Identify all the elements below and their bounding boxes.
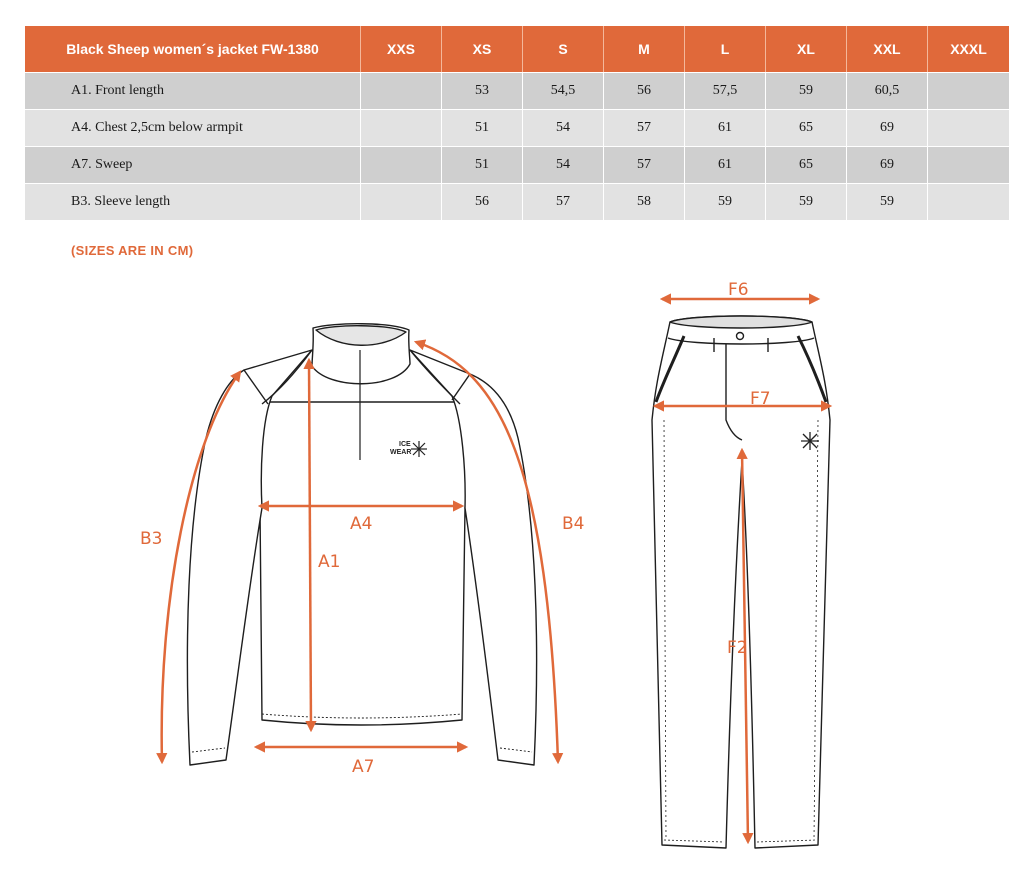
f2-label: F2 (727, 638, 748, 658)
size-header-xxxl: XXXL (928, 26, 1009, 72)
product-title: Black Sheep women´s jacket FW-1380 (25, 26, 361, 72)
size-header-s: S (523, 26, 604, 72)
a4-label: A4 (350, 514, 373, 534)
a7-label: A7 (352, 757, 375, 777)
f6-label: F6 (728, 280, 749, 300)
table-cell: 61 (685, 147, 766, 183)
table-cell: 60,5 (847, 73, 928, 109)
table-cell: 57,5 (685, 73, 766, 109)
size-header-xxl: XXL (847, 26, 928, 72)
size-header-xxs: XXS (361, 26, 442, 72)
row-label: A7. Sweep (25, 147, 361, 183)
logo-text-ice: ICE (399, 441, 411, 448)
row-label: A4. Chest 2,5cm below armpit (25, 110, 361, 146)
table-cell: 54 (523, 110, 604, 146)
table-cell: 59 (766, 184, 847, 220)
b4-label: B4 (562, 514, 585, 534)
table-cell: 69 (847, 110, 928, 146)
table-cell: 53 (442, 73, 523, 109)
size-header-xs: XS (442, 26, 523, 72)
snowflake-icon (411, 441, 427, 457)
table-cell: 58 (604, 184, 685, 220)
b3-label: B3 (140, 529, 163, 549)
units-note: (SIZES ARE IN CM) (71, 243, 194, 258)
snowflake-icon (801, 432, 819, 450)
table-cell: 59 (766, 73, 847, 109)
table-cell: 59 (685, 184, 766, 220)
pants-illustration (652, 316, 830, 848)
a1-label: A1 (318, 552, 341, 572)
table-cell: 51 (442, 110, 523, 146)
table-cell: 57 (604, 110, 685, 146)
table-cell: 54 (523, 147, 604, 183)
table-cell: 69 (847, 147, 928, 183)
f7-label: F7 (750, 389, 771, 409)
table-cell: 61 (685, 110, 766, 146)
table-cell: 57 (604, 147, 685, 183)
table-cell: 51 (442, 147, 523, 183)
table-cell: 54,5 (523, 73, 604, 109)
row-label: A1. Front length (25, 73, 361, 109)
table-cell: 56 (442, 184, 523, 220)
table-cell: 65 (766, 110, 847, 146)
table-cell: 59 (847, 184, 928, 220)
logo-text-wear: WEAR (390, 449, 412, 456)
table-cell: 57 (523, 184, 604, 220)
table-cell: 56 (604, 73, 685, 109)
table-cell: 65 (766, 147, 847, 183)
size-header-l: L (685, 26, 766, 72)
size-header-xl: XL (766, 26, 847, 72)
row-label: B3. Sleeve length (25, 184, 361, 220)
size-header-m: M (604, 26, 685, 72)
